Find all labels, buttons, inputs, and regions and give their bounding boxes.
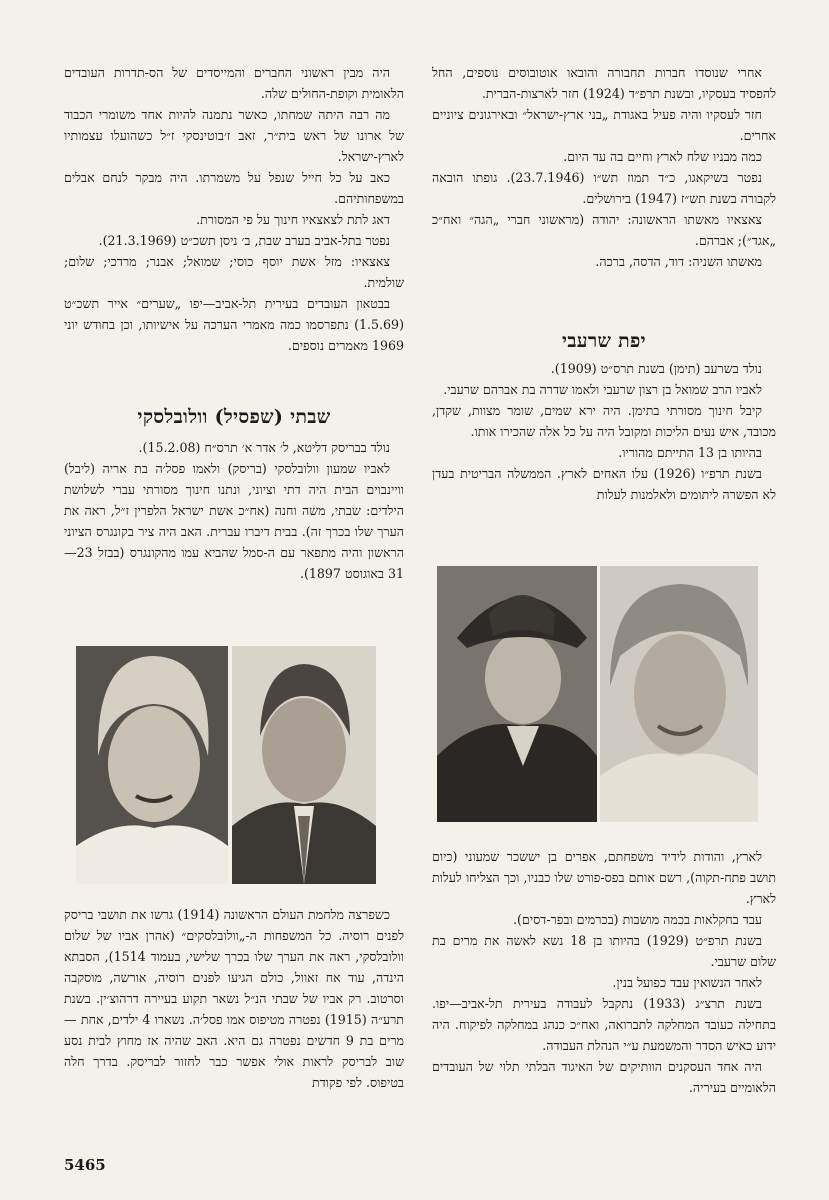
left-column-bottom	[64, 904, 404, 1093]
paragraph: כמה מבניו שלח לארץ וחיים בה עד היום.	[563, 149, 762, 164]
paragraph: צאצאיו מאשתו הראשונה: יהודה (מראשוני חברי „הגה״ ואח״כ „אגד״); אברהם.	[432, 212, 776, 248]
paragraph: קיבל חינוך מסורתי בתימן. היה ירא שמים, שומר מצוות, שקדן, מכובד, איש נעים הליכות ומקובל היה על כל אלה שהכירו אותו.	[432, 403, 776, 439]
paragraph: בהיותו בן 13 התייתם מהוריו.	[618, 445, 762, 460]
paragraph: בשנת תרצ״ג (1933) נתקבל לעבודה בעירית תל-אביב—יפו. בתחילה כעובד המחלקה לתברואה, ואח״כ כנהג במחלקה לפיקוח. היה ידוע כאיש הסדר והמשמעת ע״י הנהלת העבודה.	[432, 996, 776, 1053]
paragraph: בשנת תרפ״ו (1926) עלו האחים לארץ. הממשלה הבריטית בעדן לא הפשרה ליתומים ולאלמנות לעלות	[432, 466, 776, 502]
portrait-photo-man-with-tie	[232, 646, 376, 884]
portrait-photo-man-with-hat	[437, 566, 597, 822]
paragraph: היה מבין ראשוני החברים והמייסדים של הס-תדרות העובדים הלאומית וקופת-החולים שלה.	[64, 65, 404, 101]
section-heading-yefet-sharabi: יפת שרעבי	[562, 330, 646, 352]
paragraph: כשפרצה מלחמת העולם הראשונה (1914) גרשו את תושבי בריסק לפנים רוסיה. כל המשפחות ה-„וולובלסקים״ (אהרן אביו של שלום וולובלסקי, ראה את הערך שלו בכרך שלישי, בעמוד 1514), הסבתא הינדה, עוד אח זאוול, כולם הגיעו לפנים רוסיה, אורשה, מוסקבה וסרטוב. רק אביו של שבתי הנ״ל נשאר תקוע בעיירה דרהוצ׳ין. בשנת תרע״ה (1915) נפטרה מטיפוס אמו פסל׳ה. נשארו 4 ילדים, אחת — מרים בת 9 חדשים נפטרה גם היא. האב שהיה אז מחוץ לבית נסע שוב לבריסק לראות אולי אפשר כבר לחזור לבריסק. בדרך חלה בטיפוס. לפי פקודת	[64, 907, 405, 1090]
right-column-top	[432, 62, 776, 272]
paragraph: היה אחד העסקנים הוותיקים של האיגוד הבלתי תלוי של העובדים הלאומיים בעיריה.	[432, 1059, 776, 1095]
paragraph: לאביו הרב שמואל בן רצון שרעבי ולאמו שדרה בת אברהם שרעבי.	[443, 382, 762, 397]
paragraph: נולד בבריסק דליטא, ל׳ אדר א׳ תרס״ח (15.2.08).	[138, 440, 390, 455]
paragraph: לאחר הנשואין עבד כפועל בנין.	[612, 975, 762, 990]
paragraph: דאג לתת לצאצאיו חינוך על פי המסורת.	[196, 212, 390, 227]
paragraph: לארץ, והודות לידיד משפחתם, אפרים בן יששכר שמעוני (כיום תושב פתח-תקוה), רשם אותם בפס-פורט שלו כבניו, וכך הצליחו לעלות לארץ.	[432, 849, 776, 906]
portrait-photo-woman	[76, 646, 228, 884]
page-number: 5465	[64, 1156, 106, 1174]
paragraph: חזר לעסקיו והיה פעיל באגודת „בני ארץ-ישראל״ ובאירגונים ציוניים אחרים.	[432, 107, 776, 143]
right-column-section	[432, 358, 776, 505]
portrait-photo-woman-headscarf	[600, 566, 758, 822]
section-heading-shabtai-wolowelski: שבתי (שפסיל) וולובלסקי	[137, 406, 331, 428]
left-column-top	[64, 62, 404, 356]
paragraph: עבד בחקלאות בכמה מושבות (בכרמים ובפר-דסים).	[513, 912, 762, 927]
paragraph: בשנת תרפ״ט (1929) בהיותו בן 18 נשא לאשה את מרים בת שלום שרעבי.	[432, 933, 776, 969]
left-column-section	[64, 437, 404, 584]
right-column-bottom	[432, 846, 776, 1098]
paragraph: נפטר בשיקאגו, כ״ד תמוז תש״ו (23.7.1946). גופתו הובאה לקבורה בשנת תש״ז (1947) בירושלים.	[432, 170, 776, 206]
paragraph: נולד בשרעב (תימן) בשנת תרס״ט (1909).	[550, 361, 762, 376]
paragraph: לאביו שמעון וולובלסקי (בריסק) ולאמו פסל׳ה בת אריה (ליבל) וויינבוים הבית היה דתי וציוני, ונתנו חינוך מסורתי עברי לשלושת הילדים: שבתי, משה וחנה (אח״כ אשת ישראל הלפרין ז״ל, ראה את הערך שלו בכרך זה). בבית דיברו עברית. האב היה ציר בקונגרס הציוני הראשון והיה מתפאר עם ה-סמל שהביא עמו מהקונגרס (בבזל 23—31 באוגוסט 1897).	[64, 461, 404, 581]
paragraph: אחרי שנוסדו חברות תחבורה והובאו אוטובוסים נוספים, החל להפסיד בעסקיו, ובשנת תרפ״ד (1924) חזר לארצות-הברית.	[432, 65, 776, 101]
paragraph: בבטאון העובדים בעירית תל-אביב—יפו „שערים״ אייר תשכ״ט (1.5.69) נתפרסמו כמה מאמרי הערכה על אישיותו, וכן בחודש יוני 1969 מאמרים נוספים.	[64, 296, 404, 353]
paragraph: נפטר בתל-אביב בערב שבת, ב׳ ניסן תשכ״ט (21.3.1969).	[98, 233, 390, 248]
paragraph: כאב על כל חייל שנפל על משמרתו. היה מבקר לנחם אבלים במשפחותיהם.	[64, 170, 404, 206]
paragraph: צאצאיו: מזל אשת יוסף כוסי; שמואל; אבנר; מרדכי; שלום; שולמית.	[64, 254, 404, 290]
paragraph: מאשתו השניה: דוד, הדסה, ברכה.	[595, 254, 762, 269]
paragraph: מה רבה היתה שמחתו, כאשר נתמנה להיות אחד משומרי הכבוד של ארונו של ראש בית״ר, זאב ז׳בוטינסקי ז״ל כשהועלו עצמותיו לארץ-ישראל.	[64, 107, 404, 164]
